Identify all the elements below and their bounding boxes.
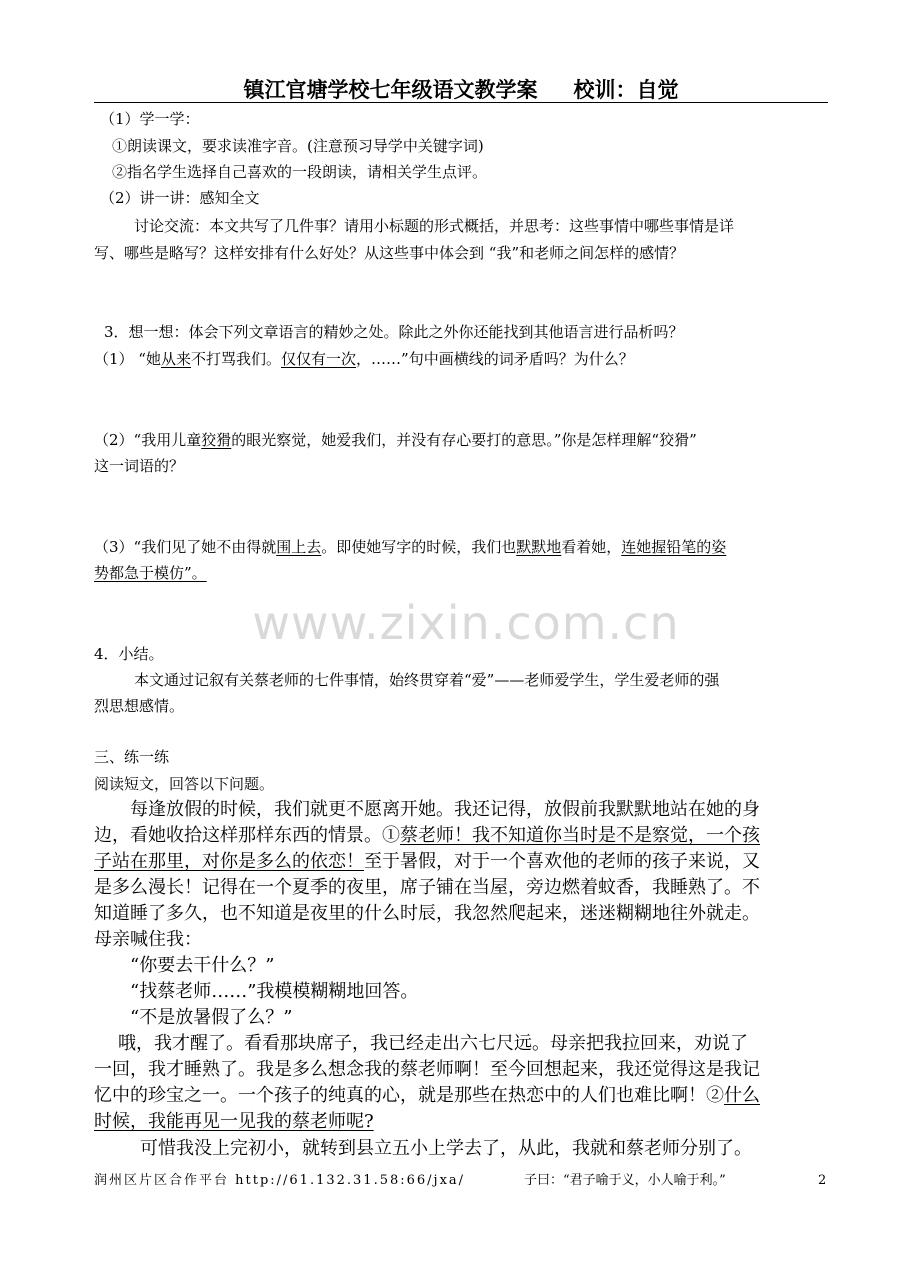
section-discuss-heading: （2）讲一讲：感知全文 (100, 189, 260, 207)
page-header (94, 74, 828, 104)
underlined-term: 围上去 (276, 538, 322, 556)
underlined-term: 仅仅有一次 (281, 350, 357, 368)
footer-platform: 润州区片区合作平台 http://61.132.31.58:66/jxa/ (94, 1173, 466, 1188)
study-item-2: ②指名学生选择自己喜欢的一段朗读，请相关学生点评。 (112, 163, 488, 181)
watermark: www.zixin.com.cn (252, 596, 680, 650)
passage-line-9: 忆中的珍宝之一。一个孩子的纯真的心，就是那些在热恋中的人们也难比啊！②什么 (94, 1085, 760, 1106)
passage-line-1: 每逢放假的时候，我们就更不愿离开她。我还记得，放假前我默默地站在她的身 (130, 799, 760, 820)
dialogue-line-2: “找蔡老师……”我模模糊糊地回答。 (130, 981, 419, 1002)
dialogue-line-1: “你要去干什么？” (130, 955, 275, 976)
study-item-1: ①朗读课文，要求读准字音。(注意预习导学中关键字词) (112, 137, 484, 155)
passage-line-11: 可惜我没上完初小，就转到县立五小上学去了，从此，我就和蔡老师分别了。 (140, 1138, 752, 1159)
summary-line-2: 烈思想感情。 (94, 697, 185, 715)
question-1: （1） “她从来不打骂我们。仅仅有一次，……”句中画横线的词矛盾吗？为什么？ (94, 350, 634, 368)
discuss-line-2: 写、哪些是略写？这样安排有什么好处？从这些事中体会到 “我”和老师之间怎样的感情？ (94, 244, 685, 262)
underlined-term: 狡猾 (201, 431, 232, 449)
footer-quote: 子曰：“君子喻于义，小人喻于利。” (524, 1173, 726, 1188)
question-2-cont: 这一词语的？ (94, 457, 185, 475)
school-motto: 校训：自觉 (573, 77, 679, 102)
section-summary-heading: 4．小结。 (94, 645, 164, 663)
section-study-heading: （1）学一学： (100, 110, 200, 128)
underlined-sentence-1: 蔡老师！我不知道你当时是不是察觉，一个孩 (400, 825, 760, 846)
question-3-cont (94, 563, 207, 583)
passage-line-2: 边，看她收拾这样那样东西的情景。①蔡老师！我不知道你当时是不是察觉，一个孩 (94, 825, 760, 846)
school-title: 镇江官塘学校七年级语文教学案 (243, 77, 538, 102)
dialogue-line-3: “不是放暑假了么？” (130, 1007, 293, 1028)
passage-line-10 (94, 1109, 374, 1135)
section-practice-heading: 三、练一练 (94, 748, 170, 766)
practice-instruction: 阅读短文，回答以下问题。 (94, 775, 275, 793)
page-number: 2 (818, 1173, 827, 1188)
question-2: （2）“我用儿童狡猾的眼光察觉，她爱我们，并没有存心要打的意思。”你是怎样理解“狡猾” (94, 431, 697, 449)
question-3: （3）“我们见了她不由得就围上去。即使她写字的时候，我们也默默地看着她，连她握铅笔的姿 (94, 538, 727, 556)
passage-line-4: 是多么漫长！记得在一个夏季的夜里，席子铺在当屋，旁边燃着蚊香，我睡熟了。不 (94, 877, 760, 898)
discuss-line-1: 讨论交流：本文共写了几件事？请用小标题的形式概括，并思考：这些事情中哪些事情是详 (134, 217, 735, 235)
underlined-term: 默默地 (516, 538, 562, 556)
passage-line-3: 子站在那里，对你是多么的依恋！至于暑假，对于一个喜欢他的老师的孩子来说，又 (94, 851, 760, 872)
section-think-heading: 3．想一想：体会下列文章语言的精妙之处。除此之外你还能找到其他语言进行品析吗？ (104, 323, 684, 341)
underlined-sentence-2-cont: 时候，我能再见一见我的蔡老师呢? (94, 1111, 374, 1132)
summary-line-1: 本文通过记叙有关蔡老师的七件事情，始终贯穿着“爱”——老师爱学生，学生爱老师的强 (134, 671, 720, 689)
passage-line-6: 母亲喊住我： (94, 929, 202, 950)
underlined-sentence-1-cont: 子站在那里，对你是多么的依恋！ (94, 851, 364, 872)
header-rule (94, 102, 828, 103)
passage-line-7: 哦，我才醒了。看看那块席子，我已经走出六七尺远。母亲把我拉回来，劝说了 (118, 1033, 748, 1054)
underlined-sentence-2: 什么 (724, 1085, 760, 1106)
passage-line-8: 一回，我才睡熟了。我是多么想念我的蔡老师啊！至今回想起来，我还觉得这是我记 (94, 1059, 760, 1080)
underlined-term: 势都急于模仿”。 (94, 564, 207, 582)
passage-line-5: 知道睡了多久，也不知道是夜里的什么时辰，我忽然爬起来，迷迷糊糊地往外就走。 (94, 903, 760, 924)
underlined-term: 从来 (160, 350, 191, 368)
underlined-term: 连她握铅笔的姿 (621, 538, 727, 556)
